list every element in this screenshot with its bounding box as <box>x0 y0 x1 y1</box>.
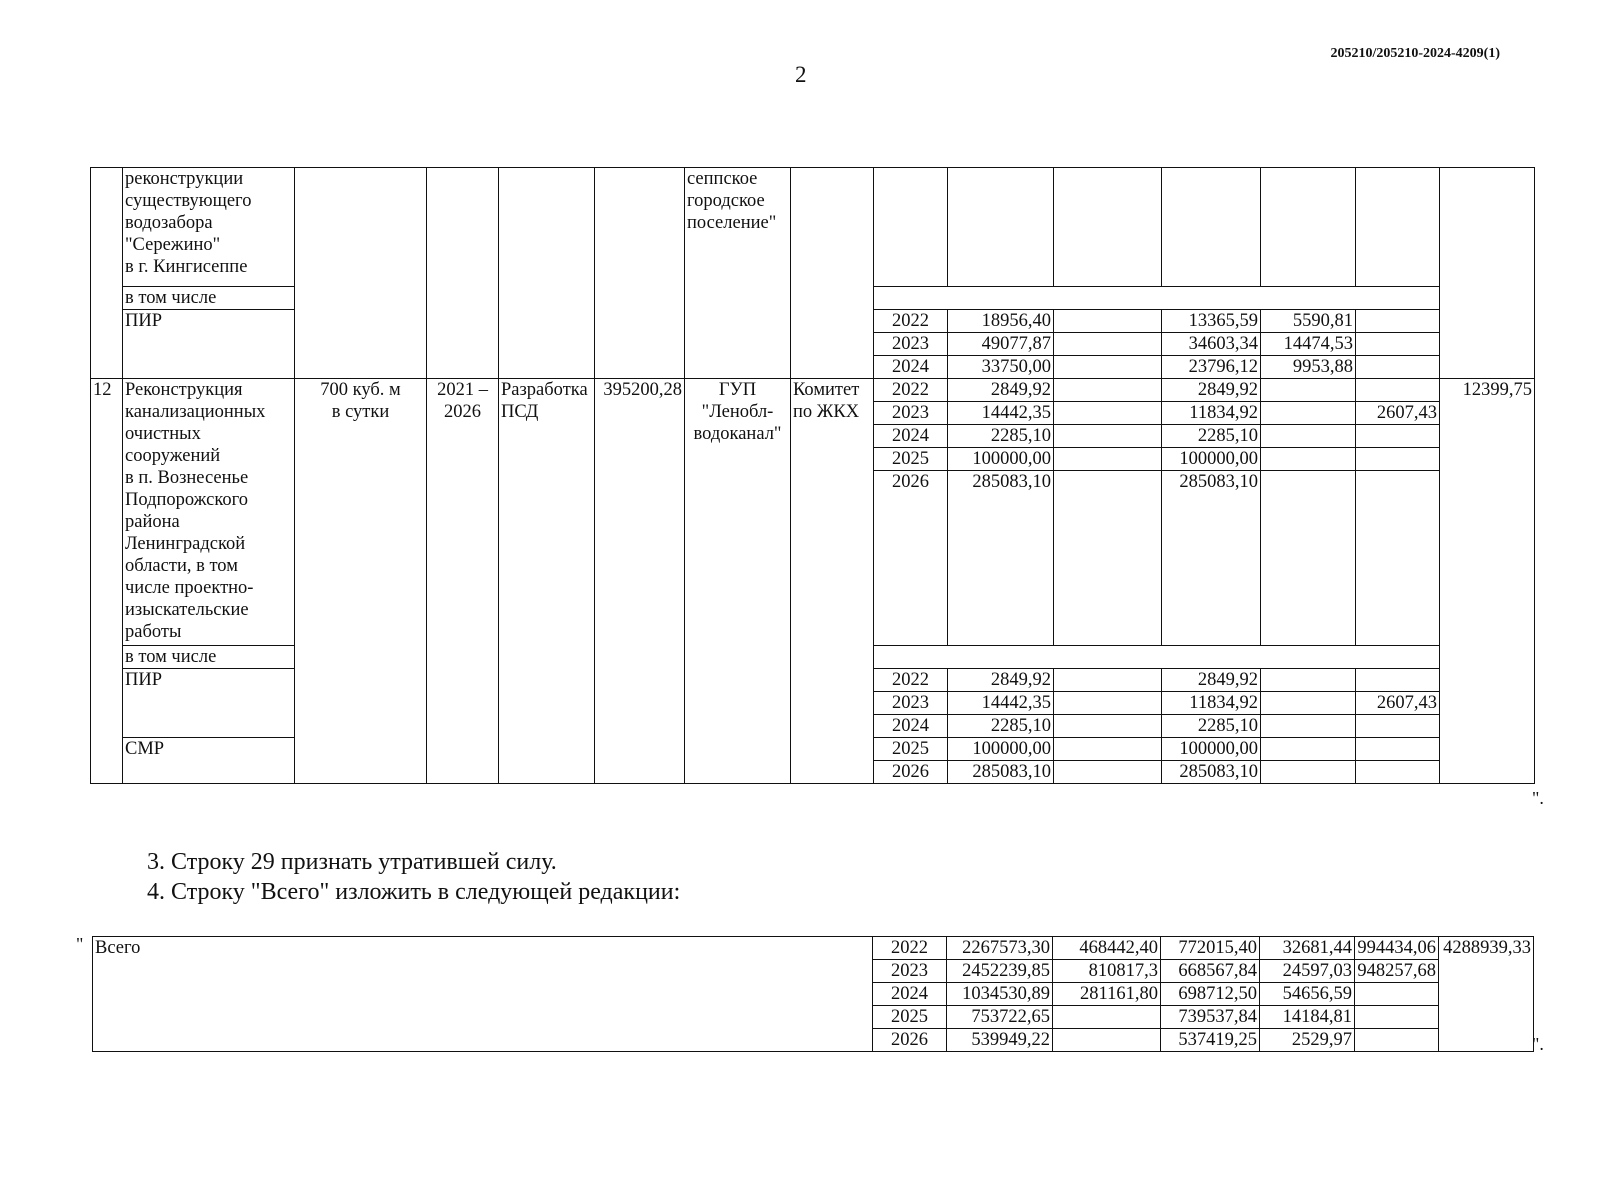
value-cell <box>1355 1006 1439 1029</box>
value-cell: 698712,50 <box>1161 983 1260 1006</box>
year-cell: 2024 <box>874 715 948 738</box>
value-cell: 285083,10 <box>1162 761 1261 784</box>
value-cell <box>1261 715 1356 738</box>
projects-table <box>90 167 1535 784</box>
value-cell <box>1261 761 1356 784</box>
organization: сеппское городское поселение" <box>685 168 791 379</box>
year-cell: 2023 <box>873 960 947 983</box>
value-cell <box>1054 448 1162 471</box>
total-label: Всего <box>93 937 873 1052</box>
value-cell <box>1356 738 1440 761</box>
responsible: Комитет по ЖКХ <box>791 379 874 784</box>
value-cell: 23796,12 <box>1162 356 1261 379</box>
year-cell: 2022 <box>873 937 947 960</box>
value-cell <box>1356 715 1440 738</box>
document-id: 205210/205210-2024-4209(1) <box>1330 46 1500 61</box>
closing-quote: ". <box>1532 1034 1544 1054</box>
paragraph-4: 4. Строку "Всего" изложить в следующей редакции: <box>147 879 681 905</box>
value-cell: 668567,84 <box>1161 960 1260 983</box>
object-name: реконструкции существующего водозабора "Сережино" в г. Кингисеппе <box>123 168 295 287</box>
value-cell: 9953,88 <box>1261 356 1356 379</box>
value-cell: 2849,92 <box>1162 669 1261 692</box>
value-cell <box>1054 425 1162 448</box>
value-cell <box>1054 379 1162 402</box>
value-cell: 100000,00 <box>948 738 1054 761</box>
value-cell <box>1261 738 1356 761</box>
value-cell: 2267573,30 <box>947 937 1053 960</box>
value-cell: 285083,10 <box>948 471 1054 646</box>
value-cell: 772015,40 <box>1161 937 1260 960</box>
value-cell: 2849,92 <box>1162 379 1261 402</box>
value-cell: 468442,40 <box>1053 937 1161 960</box>
total-table <box>92 936 1534 1052</box>
value-cell: 14442,35 <box>948 402 1054 425</box>
value-cell <box>1355 983 1439 1006</box>
value-cell: 753722,65 <box>947 1006 1053 1029</box>
year-cell: 2022 <box>874 669 948 692</box>
value-cell: 11834,92 <box>1162 692 1261 715</box>
period: 2021 – 2026 <box>427 379 499 784</box>
value-cell: 32681,44 <box>1260 937 1355 960</box>
value-cell: 2285,10 <box>1162 425 1261 448</box>
year-cell: 2024 <box>874 425 948 448</box>
year-cell: 2025 <box>873 1006 947 1029</box>
value-cell: 13365,59 <box>1162 310 1261 333</box>
year-cell: 2024 <box>874 356 948 379</box>
object-name: Реконструкция канализационных очистных сооружений в п. Вознесенье Подпорожского района Ленинградской области, в том числе проектно- изыскательские работы <box>123 379 295 646</box>
value-cell <box>1356 356 1440 379</box>
value-cell: 994434,06 <box>1355 937 1439 960</box>
value-cell <box>1356 448 1440 471</box>
year-cell: 2025 <box>874 448 948 471</box>
value-cell <box>1261 448 1356 471</box>
value-cell: 2285,10 <box>1162 715 1261 738</box>
value-cell <box>1356 333 1440 356</box>
value-cell <box>1356 310 1440 333</box>
value-cell: 11834,92 <box>1162 402 1261 425</box>
value-cell: 100000,00 <box>1162 448 1261 471</box>
year-cell: 2026 <box>873 1029 947 1052</box>
in-that-label: в том числе <box>123 287 295 310</box>
value-cell: 739537,84 <box>1161 1006 1260 1029</box>
value-cell <box>1356 761 1440 784</box>
value-cell <box>1054 715 1162 738</box>
value-cell: 100000,00 <box>948 448 1054 471</box>
value-cell: 14184,81 <box>1260 1006 1355 1029</box>
year-cell: 2023 <box>874 692 948 715</box>
value-cell: 24597,03 <box>1260 960 1355 983</box>
value-cell <box>1356 379 1440 402</box>
paragraph-3: 3. Строку 29 признать утратившей силу. <box>147 849 557 875</box>
value-cell <box>1261 692 1356 715</box>
value-cell: 281161,80 <box>1053 983 1161 1006</box>
total-cost: 395200,28 <box>595 379 685 784</box>
value-cell: 18956,40 <box>948 310 1054 333</box>
value-cell <box>1054 310 1162 333</box>
opening-quote: " <box>76 934 84 954</box>
value-cell <box>1054 669 1162 692</box>
value-cell <box>1261 379 1356 402</box>
value-cell: 14474,53 <box>1261 333 1356 356</box>
value-cell: 2285,10 <box>948 715 1054 738</box>
page-number: 2 <box>795 62 807 87</box>
value-cell: 2849,92 <box>948 669 1054 692</box>
value-cell: 285083,10 <box>1162 471 1261 646</box>
value-cell: 54656,59 <box>1260 983 1355 1006</box>
value-cell: 2285,10 <box>948 425 1054 448</box>
value-cell <box>1053 1006 1161 1029</box>
value-cell: 2849,92 <box>948 379 1054 402</box>
last-column-value: 12399,75 <box>1440 379 1535 784</box>
value-cell: 100000,00 <box>1162 738 1261 761</box>
value-cell <box>1261 471 1356 646</box>
year-cell: 2026 <box>874 761 948 784</box>
value-cell: 1034530,89 <box>947 983 1053 1006</box>
year-cell: 2023 <box>874 333 948 356</box>
year-cell: 2025 <box>874 738 948 761</box>
pir-label: ПИР <box>123 669 295 738</box>
value-cell: 2607,43 <box>1356 692 1440 715</box>
capacity: 700 куб. м в сутки <box>295 379 427 784</box>
value-cell <box>1356 669 1440 692</box>
value-cell: 2529,97 <box>1260 1029 1355 1052</box>
value-cell: 537419,25 <box>1161 1029 1260 1052</box>
closing-quote: ". <box>1532 788 1544 808</box>
value-cell: 2607,43 <box>1356 402 1440 425</box>
value-cell <box>1054 333 1162 356</box>
value-cell <box>1261 425 1356 448</box>
value-cell: 5590,81 <box>1261 310 1356 333</box>
row-number: 12 <box>91 379 123 784</box>
value-cell: 285083,10 <box>948 761 1054 784</box>
value-cell <box>1261 669 1356 692</box>
table-row <box>93 937 1534 960</box>
year-cell: 2023 <box>874 402 948 425</box>
value-cell <box>1054 356 1162 379</box>
in-that-label: в том числе <box>123 646 295 669</box>
value-cell <box>1054 471 1162 646</box>
organization: ГУП "Ленобл- водоканал" <box>685 379 791 784</box>
table-row <box>91 379 1535 402</box>
last-column-value: 4288939,33 <box>1439 937 1534 1052</box>
stage: Разработка ПСД <box>499 379 595 784</box>
value-cell <box>1356 471 1440 646</box>
value-cell: 2452239,85 <box>947 960 1053 983</box>
value-cell: 948257,68 <box>1355 960 1439 983</box>
year-cell: 2024 <box>873 983 947 1006</box>
value-cell: 33750,00 <box>948 356 1054 379</box>
smr-label: СМР <box>123 738 295 784</box>
year-cell: 2022 <box>874 310 948 333</box>
table-row <box>91 168 1535 287</box>
value-cell <box>1355 1029 1439 1052</box>
value-cell <box>1054 402 1162 425</box>
value-cell <box>1053 1029 1161 1052</box>
value-cell <box>1261 402 1356 425</box>
value-cell <box>1054 692 1162 715</box>
pir-label: ПИР <box>123 310 295 379</box>
value-cell: 539949,22 <box>947 1029 1053 1052</box>
year-cell: 2022 <box>874 379 948 402</box>
value-cell: 34603,34 <box>1162 333 1261 356</box>
value-cell: 14442,35 <box>948 692 1054 715</box>
value-cell: 810817,3 <box>1053 960 1161 983</box>
year-cell: 2026 <box>874 471 948 646</box>
value-cell: 49077,87 <box>948 333 1054 356</box>
value-cell <box>1356 425 1440 448</box>
value-cell <box>1054 761 1162 784</box>
value-cell <box>1054 738 1162 761</box>
